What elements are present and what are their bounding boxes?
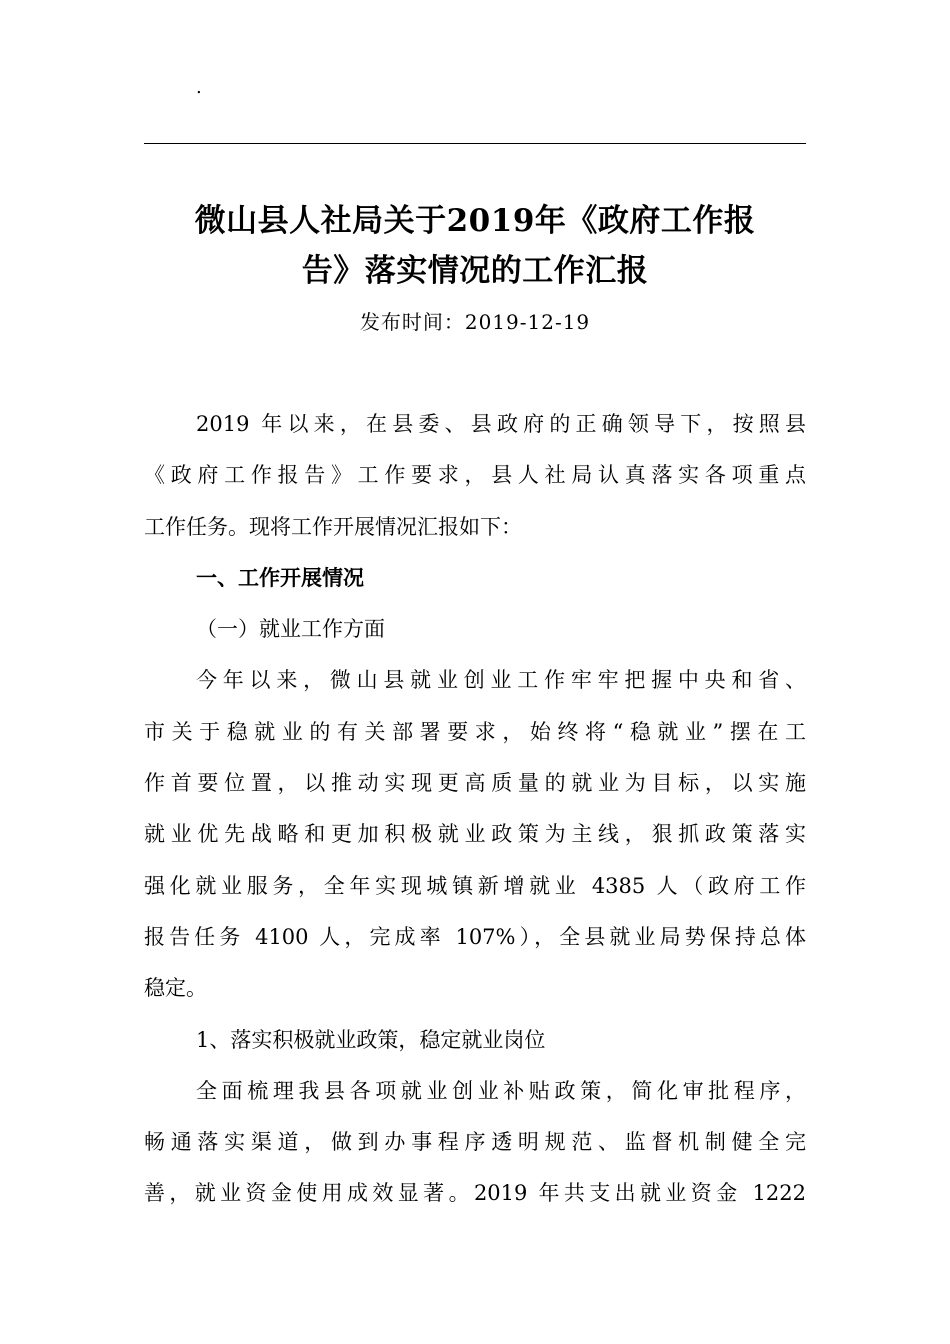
body-line: 市关于稳就业的有关部署要求，始终将“稳就业”摆在工 (144, 719, 806, 744)
body-line: 报告任务 4100 人，完成率 107%），全县就业局势保持总体 (144, 924, 806, 949)
body-line: 作首要位置，以推动实现更高质量的就业为目标，以实施 (144, 771, 806, 796)
body-line: 《政府工作报告》工作要求，县人社局认真落实各项重点 (144, 463, 806, 488)
document-title (144, 196, 806, 296)
body-line: 2019 年以来，在县委、县政府的正确领导下，按照县 (196, 412, 806, 436)
header-rule (144, 143, 806, 144)
publish-date: 发布时间：2019-12-19 (359, 310, 591, 334)
body-line: 就业优先战略和更加积极就业政策为主线，狠抓政策落实 (144, 822, 806, 847)
body-line: 畅通落实渠道，做到办事程序透明规范、监督机制健全完 (144, 1130, 806, 1155)
section-heading: 一、工作开展情况 (196, 565, 364, 590)
title-line-1: 微山县人社局关于2019年《政府工作报 (194, 203, 756, 239)
body-line: 强化就业服务，全年实现城镇新增就业 4385 人（政府工作 (144, 873, 806, 898)
document-body (144, 399, 806, 1220)
body-line: 全面梳理我县各项就业创业补贴政策，简化审批程序， (196, 1078, 806, 1103)
title-line-2: 告》落实情况的工作汇报 (301, 253, 649, 289)
item-heading: 1、落实积极就业政策，稳定就业岗位 (196, 1027, 546, 1052)
body-line: 稳定。 (144, 976, 207, 1001)
body-line: 善，就业资金使用成效显著。2019 年共支出就业资金 1222 (144, 1181, 806, 1206)
body-line: 今年以来，微山县就业创业工作牢牢把握中央和省、 (196, 668, 806, 693)
body-line: 工作任务。现将工作开展情况汇报如下： (144, 514, 522, 539)
subsection-heading: （一）就业工作方面 (196, 617, 385, 642)
header-mark: . (196, 77, 202, 98)
